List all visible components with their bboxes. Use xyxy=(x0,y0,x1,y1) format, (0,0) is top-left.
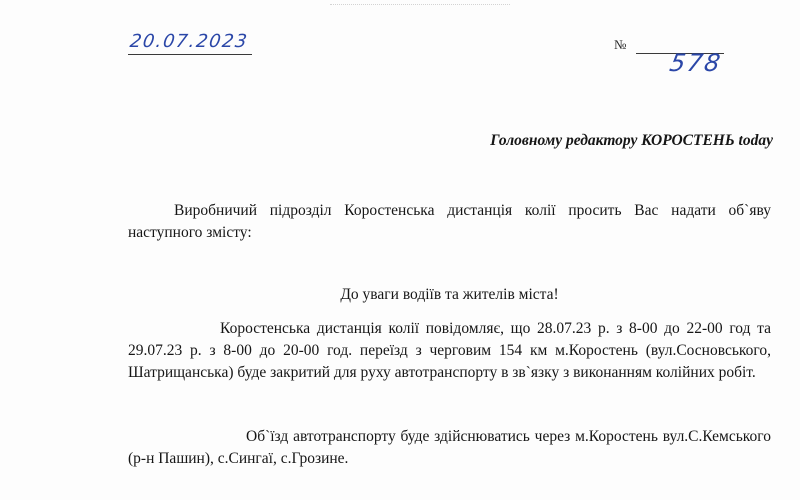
number-underline xyxy=(636,49,725,77)
intro-paragraph: Виробничий підрозділ Коростенська дистанція колії просить Вас надати об`яву наступного змісту: xyxy=(128,202,771,241)
handwritten-date: 20.07.2023 xyxy=(128,31,250,52)
number-sign: № xyxy=(614,37,627,52)
document-number-field xyxy=(614,30,725,77)
date-field xyxy=(128,30,252,55)
addressee: Головному редактору КОРОСТЕНЬ today xyxy=(490,132,773,149)
notice-main-paragraph: Коростенська дистанція колії повідомляє, що 28.07.23 р. з 8-00 до 22-00 год та 29.07.23 р. з 8-00 до 20-00 год. переїзд з черговим 154 км м.Коростень (вул.Сосновського, Шатрищанська) буде закритий для руху автотранспорту в зв`язку з виконанням колійних робіт. xyxy=(128,320,771,381)
detour-paragraph: Об`їзд автотранспорту буде здійснюватись через м.Коростень вул.С.Кемського (р-н Пашин), с.Сингаї, с.Грозине. xyxy=(128,428,771,467)
scan-residue-line xyxy=(330,0,510,5)
notice-heading: До уваги водіїв та жителів міста! xyxy=(340,286,559,303)
handwritten-document-number: 578 xyxy=(667,49,725,77)
